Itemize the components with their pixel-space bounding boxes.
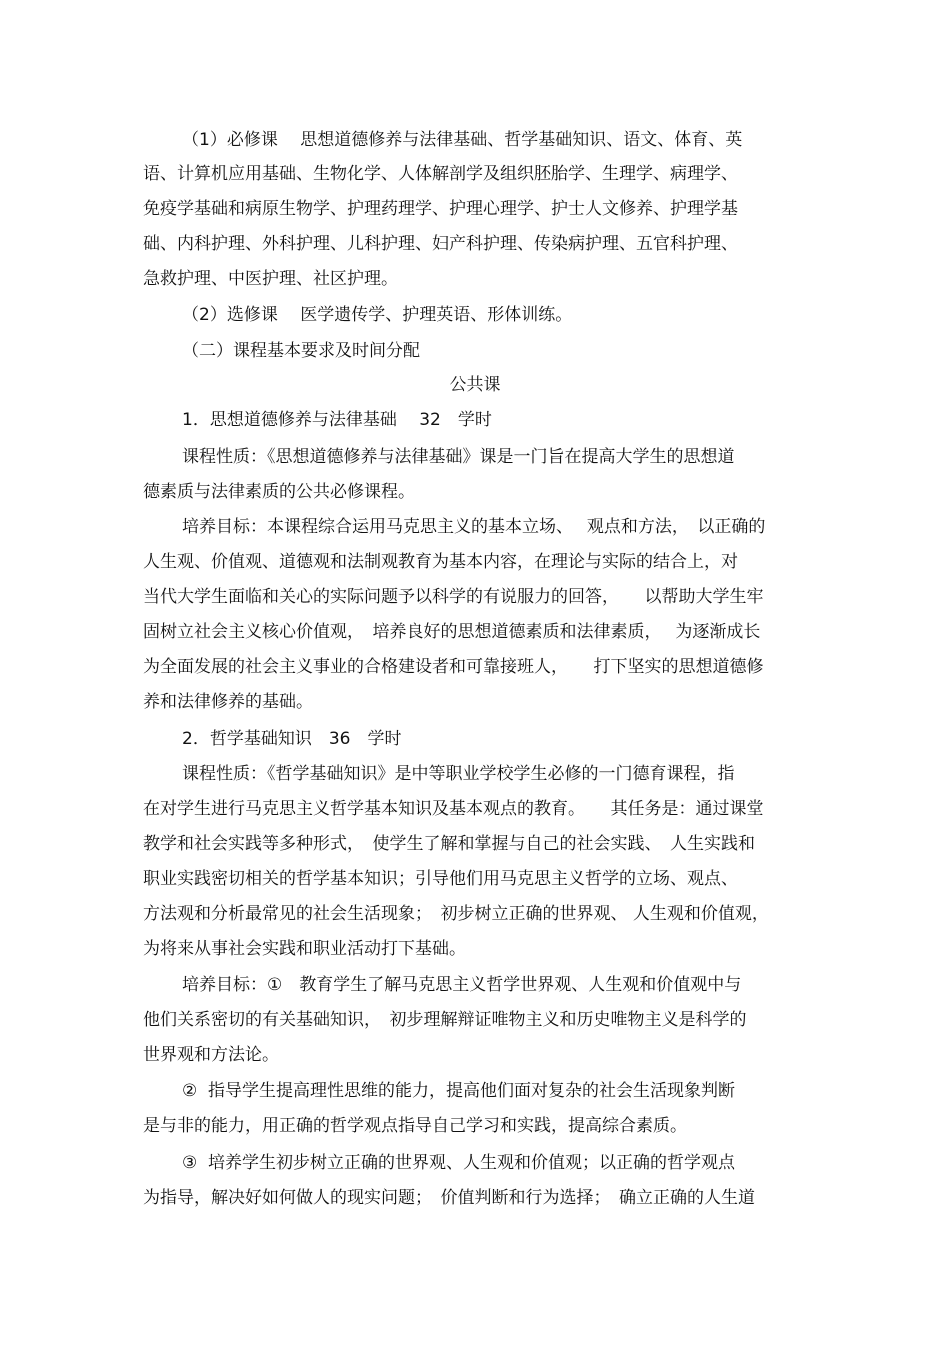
text-line: 急救护理、中医护理、社区护理。 — [143, 269, 398, 289]
text-line: 培养目标：① 教育学生了解马克思主义哲学世界观、人生观和价值观中与 — [182, 975, 742, 995]
text-line: 方法观和分析最常见的社会生活现象； 初步树立正确的世界观、 人生观和价值观， — [143, 904, 769, 924]
text-line: 础、内科护理、外科护理、儿科护理、妇产科护理、传染病护理、五官科护理、 — [143, 234, 738, 254]
section-heading: （二）课程基本要求及时间分配 — [182, 341, 420, 361]
text-line: 课程性质：《哲学基础知识》是中等职业学校学生必修的一门德育课程，指 — [182, 764, 735, 784]
text-line: 世界观和方法论。 — [143, 1045, 279, 1065]
text-line: 培养目标：本课程综合运用马克思主义的基本立场、 观点和方法， 以正确的 — [182, 517, 766, 537]
text-line: 固树立社会主义核心价值观， 培养良好的思想道德素质和法律素质， 为逐渐成长 — [143, 622, 761, 642]
subsection-heading: 公共课 — [449, 375, 501, 395]
course-heading: 2．哲学基础知识 36 学时 — [182, 729, 402, 749]
text-line: ③ 培养学生初步树立正确的世界观、人生观和价值观；以正确的哲学观点 — [182, 1153, 736, 1173]
text-line: （2）选修课 医学遗传学、护理英语、形体训练。 — [182, 305, 573, 325]
text-line: （1）必修课 思想道德修养与法律基础、哲学基础知识、语文、体育、英 — [182, 130, 743, 150]
text-line: 在对学生进行马克思主义哲学基本知识及基本观点的教育。 其任务是：通过课堂 — [143, 799, 764, 819]
text-line: 为指导，解决好如何做人的现实问题； 价值判断和行为选择； 确立正确的人生道 — [143, 1188, 755, 1208]
course-heading: 1．思想道德修养与法律基础 32 学时 — [182, 410, 492, 430]
text-line: 语、计算机应用基础、生物化学、人体解剖学及组织胚胎学、生理学、病理学、 — [143, 164, 738, 184]
text-line: 养和法律修养的基础。 — [143, 692, 313, 712]
text-line: 免疫学基础和病原生物学、护理药理学、护理心理学、护士人文修养、护理学基 — [143, 199, 738, 219]
text-line: 人生观、价值观、道德观和法制观教育为基本内容，在理论与实际的结合上，对 — [143, 552, 738, 572]
text-line: ② 指导学生提高理性思维的能力，提高他们面对复杂的社会生活现象判断 — [182, 1081, 736, 1101]
text-line: 职业实践密切相关的哲学基本知识；引导他们用马克思主义哲学的立场、观点、 — [143, 869, 738, 889]
text-line: 德素质与法律素质的公共必修课程。 — [143, 482, 415, 502]
text-line: 为将来从事社会实践和职业活动打下基础。 — [143, 939, 466, 959]
text-line: 当代大学生面临和关心的实际问题予以科学的有说服力的回答， 以帮助大学生牢 — [143, 587, 764, 607]
text-line: 教学和社会实践等多种形式， 使学生了解和掌握与自己的社会实践、 人生实践和 — [143, 834, 755, 854]
text-line: 他们关系密切的有关基础知识， 初步理解辩证唯物主义和历史唯物主义是科学的 — [143, 1010, 747, 1030]
text-line: 课程性质：《思想道德修养与法律基础》课是一门旨在提高大学生的思想道 — [182, 447, 735, 467]
text-line: 为全面发展的社会主义事业的合格建设者和可靠接班人， 打下坚实的思想道德修 — [143, 657, 764, 677]
text-line: 是与非的能力，用正确的哲学观点指导自己学习和实践，提高综合素质。 — [143, 1116, 687, 1136]
